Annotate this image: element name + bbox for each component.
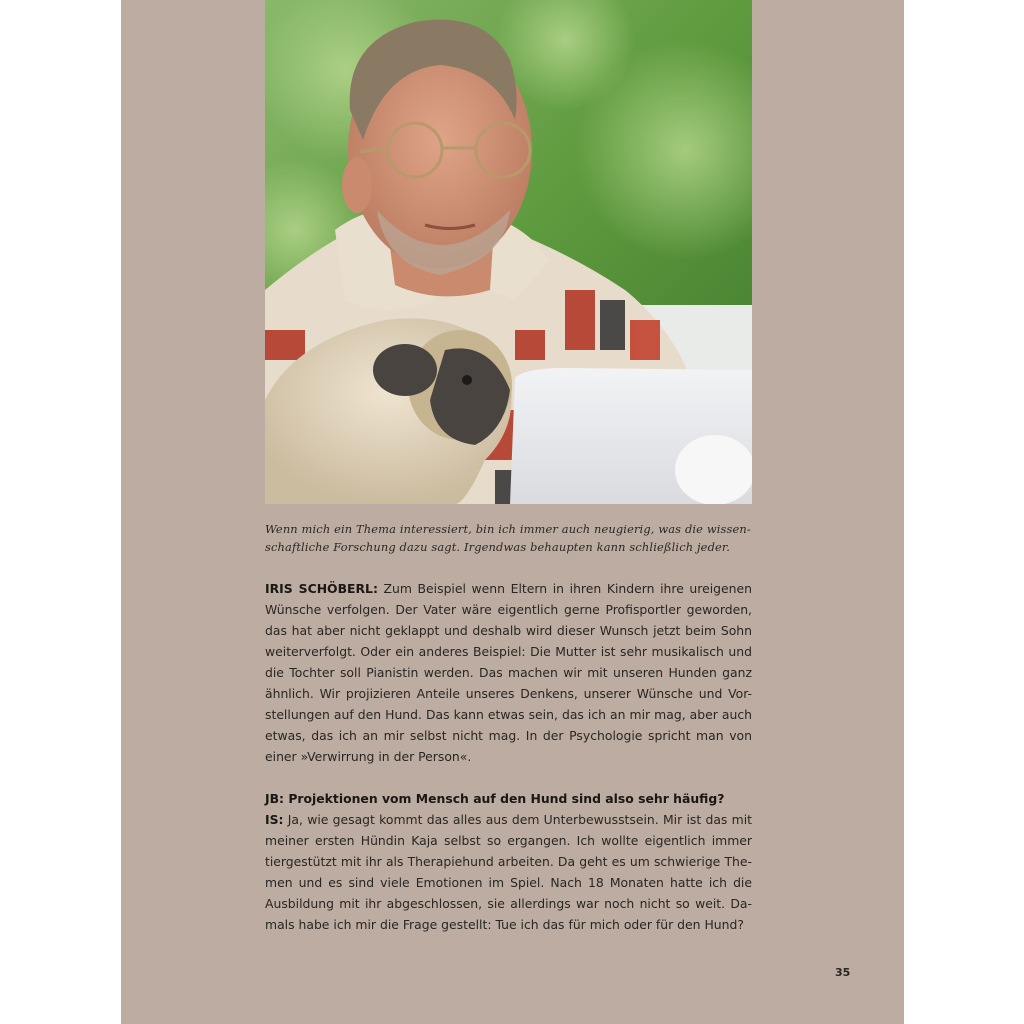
text-line: Ausbildung mit ihr abgeschlossen, sie allerdings war noch nicht so weit. Da- xyxy=(265,896,752,911)
text-line: einer »Verwirrung in der Person«. xyxy=(265,749,472,764)
question-text: Projektionen vom Mensch auf den Hund sind also sehr häufig? xyxy=(284,791,725,806)
text-line: das hat aber nicht geklappt und deshalb wird dieser Wunsch jetzt beim Sohn xyxy=(265,623,752,638)
text-line: tiergestützt mit ihr als Therapiehund arbeiten. Da geht es um schwierige The- xyxy=(265,854,752,869)
text-line: mals habe ich mir die Frage gestellt: Tue ich das für mich oder für den Hund? xyxy=(265,917,744,932)
speaker-label: JB: xyxy=(265,791,285,806)
caption-line: Wenn mich ein Thema interessiert, bin ich immer auch neugierig, was die wissen- xyxy=(265,522,751,536)
text-line: meiner ersten Hündin Kaja selbst so ergangen. Ich wollte eigentlich immer xyxy=(265,833,752,848)
text-line: weiterverfolgt. Oder ein anderes Beispiel: Die Mutter ist sehr musikalisch und xyxy=(265,644,752,659)
text-line: ähnlich. Wir projizieren Anteile unseres Denkens, unserer Wünsche und Vor- xyxy=(265,686,752,701)
speaker-label: IS: xyxy=(265,812,284,827)
portrait-photo xyxy=(265,0,752,504)
text-line: etwas, das ich an mir selbst nicht mag. In der Psychologie spricht man von xyxy=(265,728,752,743)
text-line xyxy=(265,578,752,599)
question-line xyxy=(265,788,752,809)
caption-line: schaftliche Forschung dazu sagt. Irgendwas behaupten kann schließlich jeder. xyxy=(265,540,731,554)
interview-paragraph-2 xyxy=(265,788,752,935)
page-number: 35 xyxy=(835,966,851,979)
text-line: Wünsche verfolgen. Der Vater wäre eigentlich gerne Profisportler geworden, xyxy=(265,602,752,617)
interview-paragraph-1 xyxy=(265,578,752,767)
book-page xyxy=(121,0,904,1024)
text-line xyxy=(265,809,752,830)
photo-illustration xyxy=(265,0,752,504)
text-line: die Tochter soll Pianistin werden. Das machen wir mit unseren Hunden ganz xyxy=(265,665,752,680)
photo-caption xyxy=(265,520,752,556)
speaker-label: IRIS SCHÖBERL: xyxy=(265,581,378,596)
text-line: men und es sind viele Emotionen im Spiel. Nach 18 Monaten hatte ich die xyxy=(265,875,752,890)
text-line: stellungen auf den Hund. Das kann etwas sein, das ich an mir mag, aber auch xyxy=(265,707,752,722)
text-fragment: Zum Beispiel wenn Eltern in ihren Kindern ihre ureigenen xyxy=(377,581,752,596)
text-fragment: Ja, wie gesagt kommt das alles aus dem Unterbewusstsein. Mir ist das mit xyxy=(283,812,752,827)
